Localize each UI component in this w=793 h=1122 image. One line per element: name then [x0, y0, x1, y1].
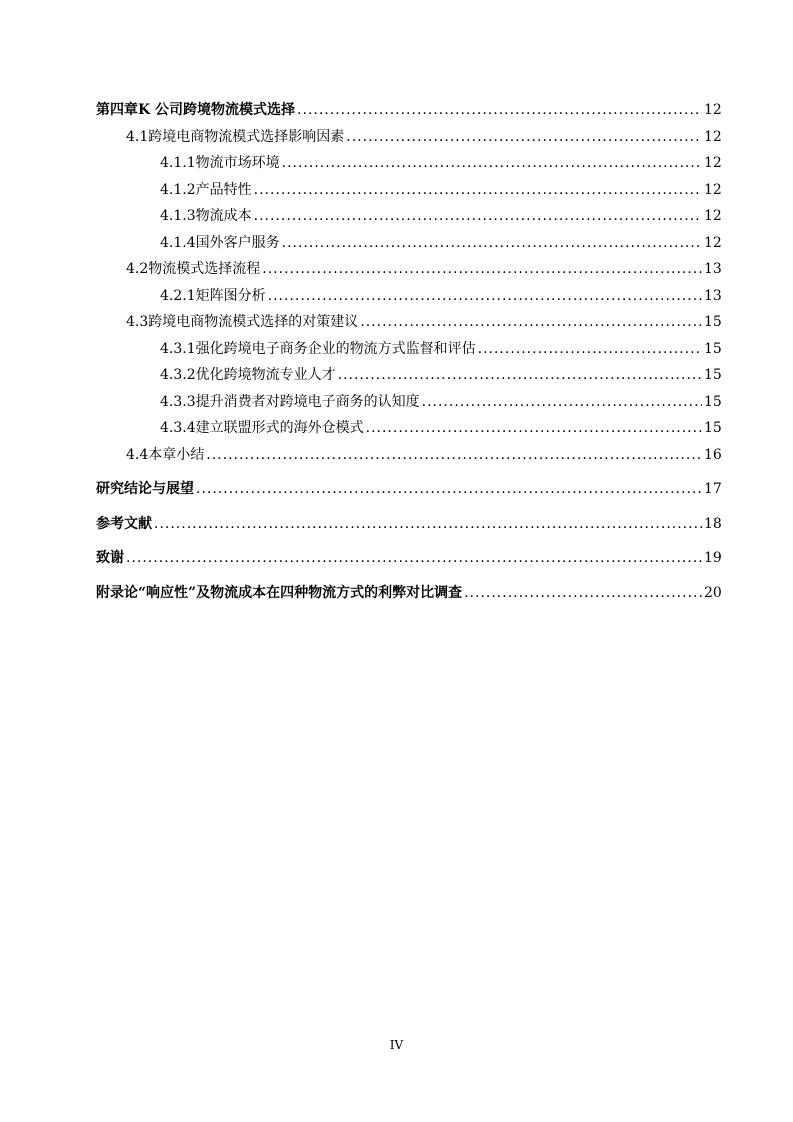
toc-entry-number: 4.1.2 — [160, 181, 196, 198]
toc-entry-number: 4.3.1 — [160, 340, 196, 357]
dot-leader — [282, 230, 702, 257]
toc-entry-4-1[interactable] — [96, 124, 720, 151]
dot-leader — [366, 415, 702, 442]
toc-entry-title: 参考文献 — [96, 515, 152, 532]
toc-entry-page: 12 — [704, 155, 722, 171]
toc-entry-title: K 公司跨境物流模式选择 — [138, 102, 296, 118]
dot-leader — [297, 97, 702, 124]
dot-leader — [206, 442, 702, 469]
toc-entry-appendix[interactable] — [96, 580, 720, 607]
toc-entry-title: 跨境电商物流模式选择的对策建议 — [148, 314, 359, 330]
toc-entry-title: 物流成本 — [195, 208, 252, 224]
toc-entry-4-2-1[interactable] — [96, 283, 720, 310]
dot-leader — [346, 124, 702, 151]
page-number: IV — [389, 1038, 404, 1052]
toc-entry-page: 18 — [704, 515, 722, 532]
toc-entry-title: 致谢 — [96, 550, 124, 566]
toc-entry-number: 附录 — [96, 584, 124, 601]
toc-entry-page: 13 — [704, 287, 722, 304]
dot-leader — [196, 476, 702, 503]
toc-entry-4-3-2[interactable] — [96, 362, 720, 389]
toc-entry-4-1-2[interactable] — [96, 177, 720, 204]
toc-entry-number: 4.3.2 — [160, 367, 196, 383]
dot-leader — [254, 203, 702, 230]
toc-entry-number: 4.4 — [126, 446, 149, 463]
toc-entry-page: 15 — [704, 420, 722, 436]
toc-entry-number: 4.2 — [126, 261, 149, 277]
toc-entry-number: 4.1 — [126, 128, 149, 145]
toc-entry-number: 4.1.1 — [160, 155, 196, 171]
dot-leader — [338, 362, 702, 389]
toc-entry-page: 15 — [704, 393, 722, 410]
toc-entry-page: 15 — [704, 367, 722, 383]
toc-entry-4-2[interactable] — [96, 256, 720, 283]
toc-entry-page: 12 — [704, 102, 722, 118]
toc-entry-4-3-3[interactable] — [96, 389, 720, 416]
toc-entry-title: 国外客户服务 — [195, 234, 280, 251]
dot-leader — [126, 545, 702, 572]
toc-entry-4-3[interactable] — [96, 309, 720, 336]
toc-entry-title: 强化跨境电子商务企业的物流方式监督和评估 — [195, 340, 476, 357]
toc-entry-page: 12 — [704, 234, 722, 251]
toc-entry-title: 研究结论与展望 — [96, 481, 194, 497]
toc-entry-number: 4.1.4 — [160, 234, 196, 251]
dot-leader — [478, 336, 702, 363]
dot-leader — [268, 283, 702, 310]
dot-leader — [262, 256, 702, 283]
toc-entry-number: 4.3 — [126, 314, 149, 330]
dot-leader — [464, 580, 702, 607]
toc-entry-page: 20 — [704, 584, 722, 601]
toc-entry-title: 提升消费者对跨境电子商务的认知度 — [195, 393, 420, 410]
toc-entry-title: 建立联盟形式的海外仓模式 — [195, 420, 364, 436]
toc-entry-page: 12 — [704, 208, 722, 224]
toc-entry-number: 第四章 — [96, 102, 138, 118]
toc-entry-title: 矩阵图分析 — [195, 287, 266, 304]
toc-entry-number: 4.3.4 — [160, 420, 196, 436]
toc-entry-4-1-3[interactable] — [96, 203, 720, 230]
toc-entry-chapter-4[interactable] — [96, 97, 720, 124]
dot-leader — [254, 177, 702, 204]
toc-entry-title: 跨境电商物流模式选择影响因素 — [148, 128, 345, 145]
toc-entry-title: 物流市场环境 — [195, 155, 280, 171]
toc-entry-page: 15 — [704, 314, 722, 330]
toc-entry-page: 16 — [704, 446, 722, 463]
table-of-contents — [96, 97, 720, 606]
toc-entry-references[interactable] — [96, 511, 720, 538]
toc-entry-4-4[interactable] — [96, 442, 720, 469]
toc-entry-4-1-1[interactable] — [96, 150, 720, 177]
toc-entry-4-1-4[interactable] — [96, 230, 720, 257]
toc-entry-page: 12 — [704, 181, 722, 198]
toc-entry-number: 4.3.3 — [160, 393, 196, 410]
toc-entry-conclusion[interactable] — [96, 476, 720, 503]
toc-entry-title: 产品特性 — [195, 181, 252, 198]
dot-leader — [154, 511, 702, 538]
toc-entry-number: 4.1.3 — [160, 208, 196, 224]
toc-entry-4-3-4[interactable] — [96, 415, 720, 442]
toc-entry-page: 13 — [704, 261, 722, 277]
dot-leader — [282, 150, 702, 177]
toc-entry-page: 19 — [704, 550, 722, 566]
toc-entry-title: 优化跨境物流专业人才 — [195, 367, 336, 383]
toc-entry-4-3-1[interactable] — [96, 336, 720, 363]
dot-leader — [360, 309, 702, 336]
dot-leader — [422, 389, 702, 416]
toc-entry-page: 15 — [704, 340, 722, 357]
toc-entry-page: 17 — [704, 481, 722, 497]
toc-entry-acknowledgements[interactable] — [96, 545, 720, 572]
toc-entry-title: 论“响应性”及物流成本在四种物流方式的利弊对比调查 — [124, 584, 463, 601]
toc-entry-page: 12 — [704, 128, 722, 145]
toc-entry-title: 物流模式选择流程 — [148, 261, 261, 277]
toc-entry-title: 本章小结 — [148, 446, 205, 463]
toc-entry-number: 4.2.1 — [160, 287, 196, 304]
